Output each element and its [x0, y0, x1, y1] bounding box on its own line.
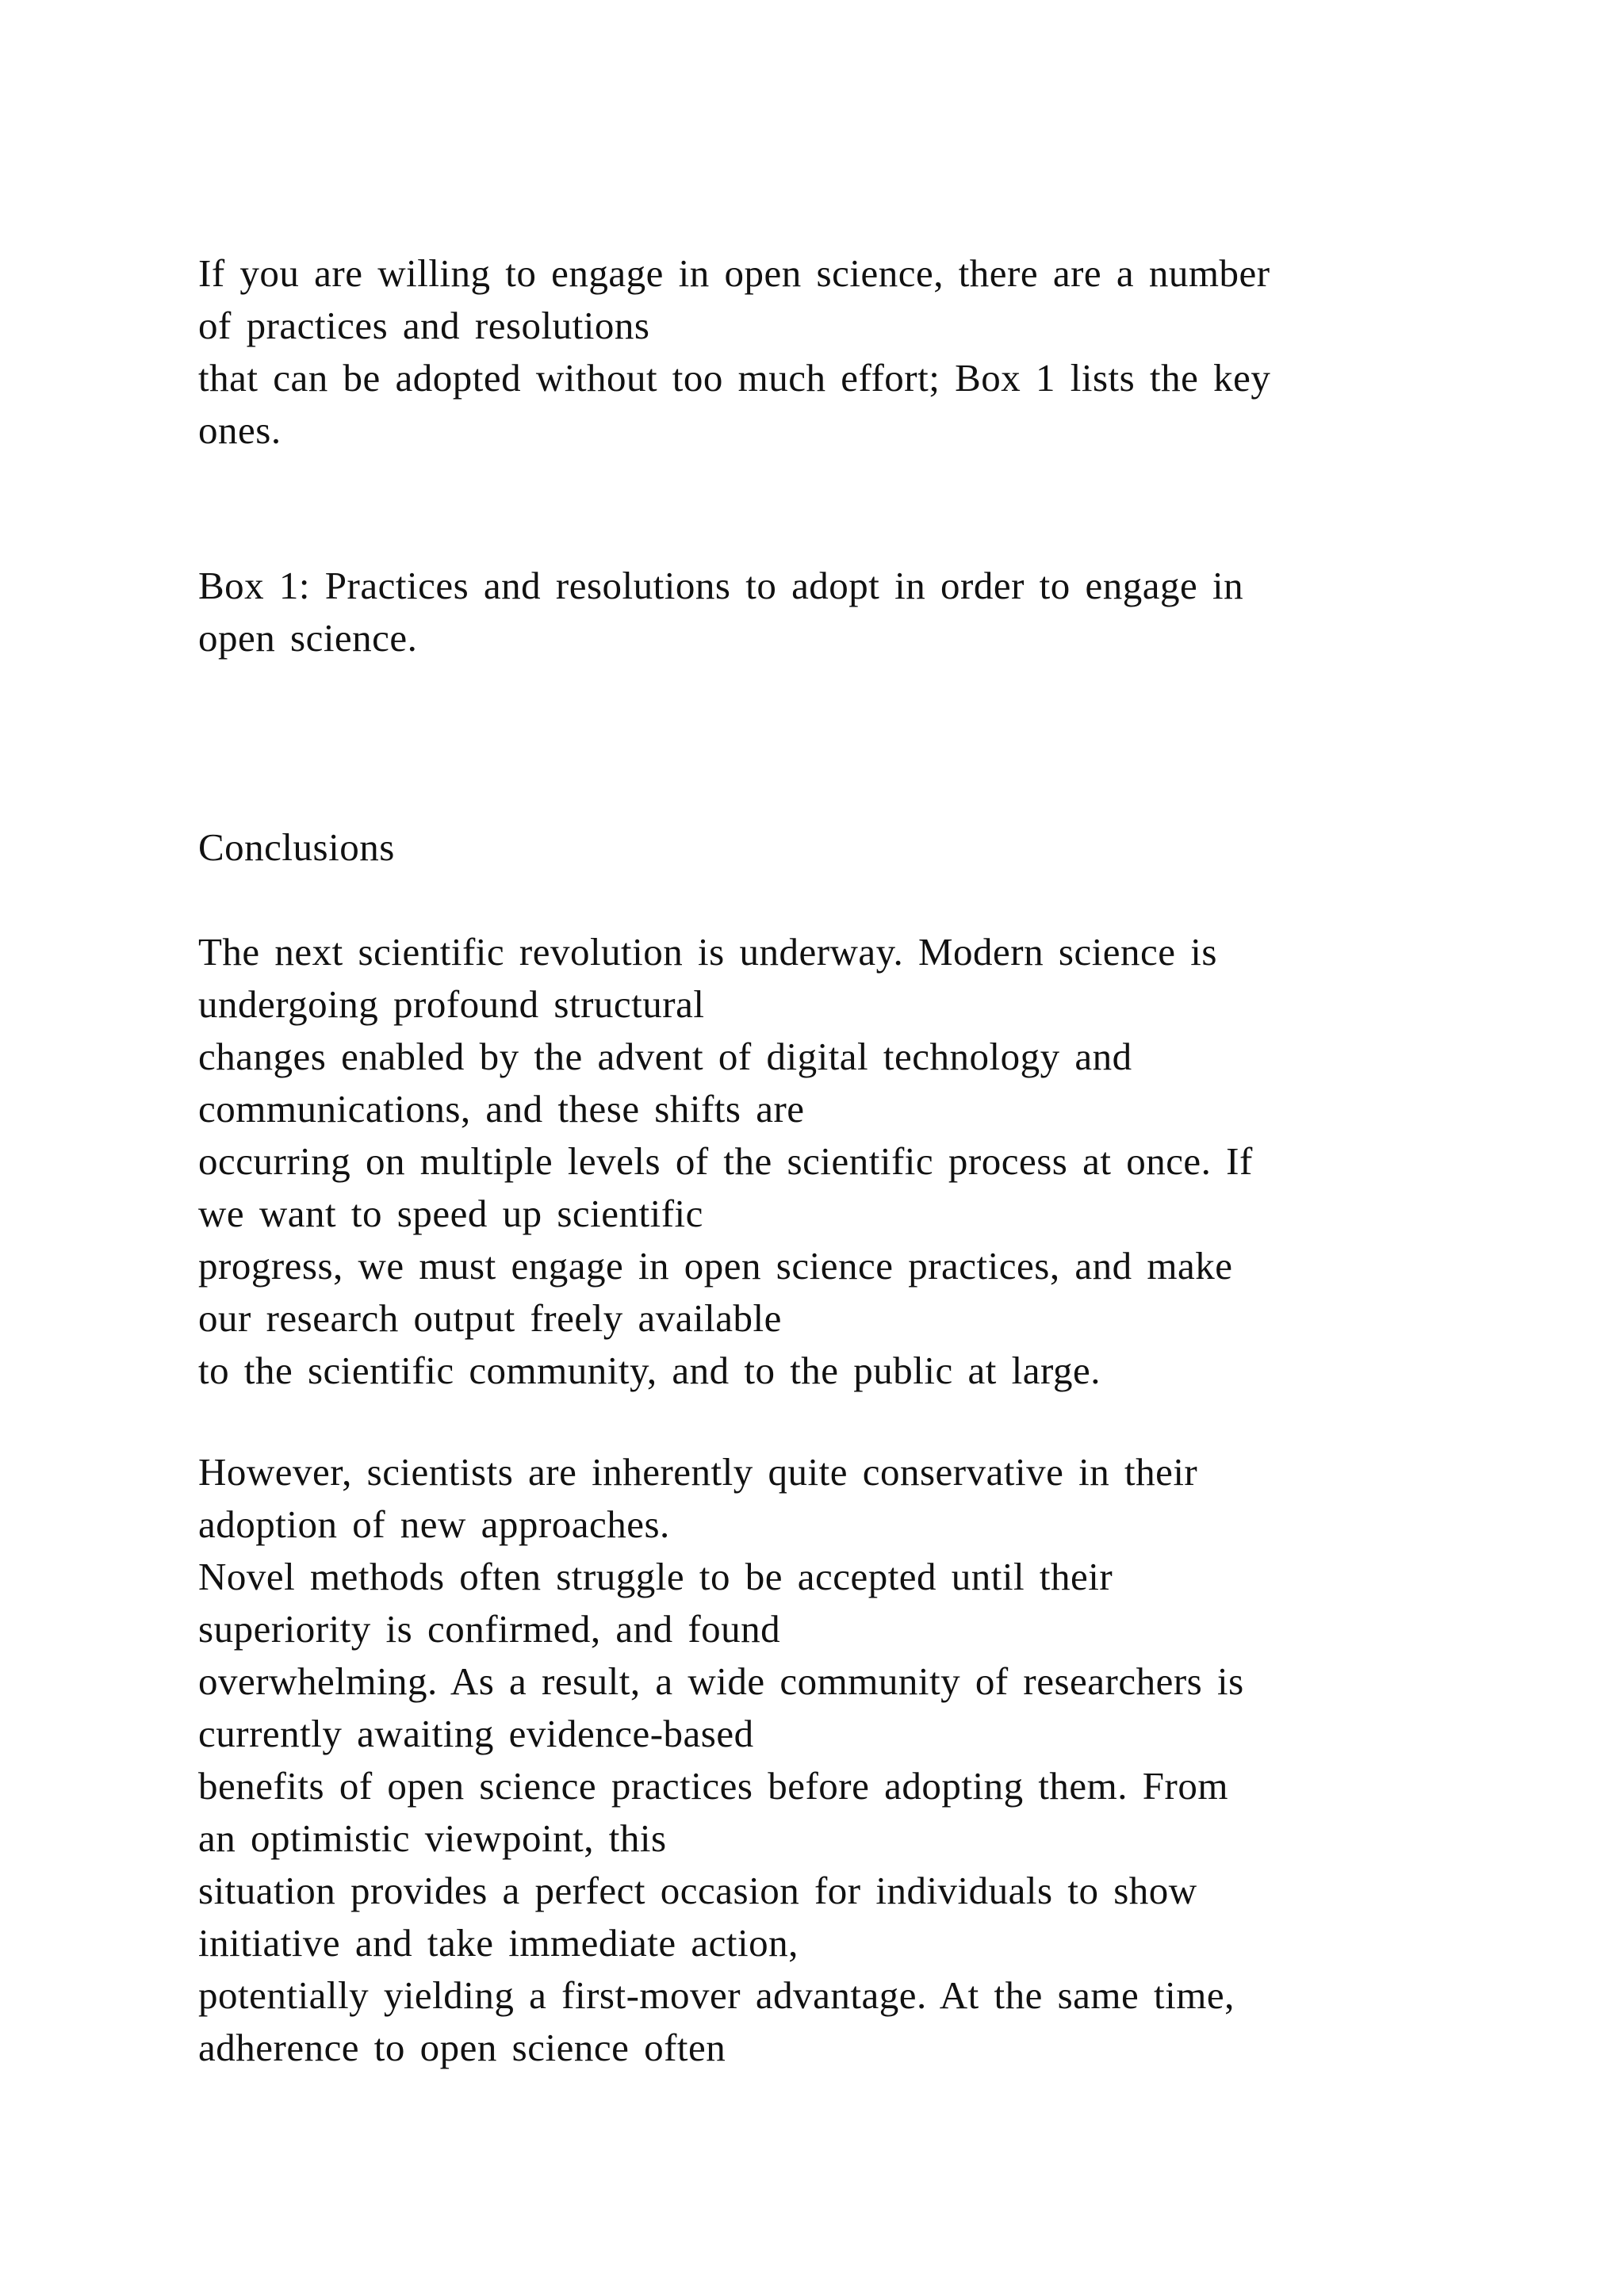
- text-line: an optimistic viewpoint, this: [198, 1816, 667, 1860]
- conclusions-paragraph-2: [198, 1446, 1499, 2074]
- text-line: we want to speed up scientific: [198, 1192, 703, 1235]
- text-line: adoption of new approaches.: [198, 1502, 670, 1546]
- text-line: overwhelming. As a result, a wide community of researchers is: [198, 1659, 1244, 1703]
- text-line: of practices and resolutions: [198, 304, 650, 347]
- text-line: superiority is confirmed, and found: [198, 1607, 781, 1651]
- text-line: to the scientific community, and to the public at large.: [198, 1349, 1101, 1392]
- text-line: progress, we must engage in open science practices, and make: [198, 1244, 1233, 1288]
- text-line: adherence to open science often: [198, 2026, 726, 2069]
- text-line: ones.: [198, 408, 282, 452]
- text-line: situation provides a perfect occasion for individuals to show: [198, 1869, 1197, 1912]
- text-line: Novel methods often struggle to be accepted until their: [198, 1555, 1113, 1598]
- section-heading: Conclusions: [198, 825, 395, 869]
- text-line: changes enabled by the advent of digital technology and: [198, 1035, 1132, 1078]
- text-line: that can be adopted without too much effort; Box 1 lists the key: [198, 356, 1271, 400]
- conclusions-paragraph-1: [198, 926, 1499, 1397]
- box1-caption: [198, 560, 1499, 664]
- text-line: potentially yielding a first-mover advantage. At the same time,: [198, 1973, 1235, 2017]
- text-line: occurring on multiple levels of the scientific process at once. If: [198, 1139, 1253, 1183]
- text-line: The next scientific revolution is underway. Modern science is: [198, 930, 1217, 974]
- text-line: However, scientists are inherently quite conservative in their: [198, 1450, 1198, 1494]
- intro-paragraph: [198, 247, 1499, 457]
- text-line: open science.: [198, 616, 418, 660]
- text-line: benefits of open science practices before adopting them. From: [198, 1764, 1228, 1808]
- text-line: currently awaiting evidence-based: [198, 1712, 754, 1755]
- text-line: Box 1: Practices and resolutions to adopt in order to engage in: [198, 564, 1244, 607]
- text-line: If you are willing to engage in open science, there are a number: [198, 251, 1270, 295]
- text-line: our research output freely available: [198, 1296, 782, 1340]
- text-line: communications, and these shifts are: [198, 1087, 805, 1131]
- text-line: initiative and take immediate action,: [198, 1921, 799, 1965]
- text-line: undergoing profound structural: [198, 982, 705, 1026]
- conclusions-heading: [198, 821, 1499, 874]
